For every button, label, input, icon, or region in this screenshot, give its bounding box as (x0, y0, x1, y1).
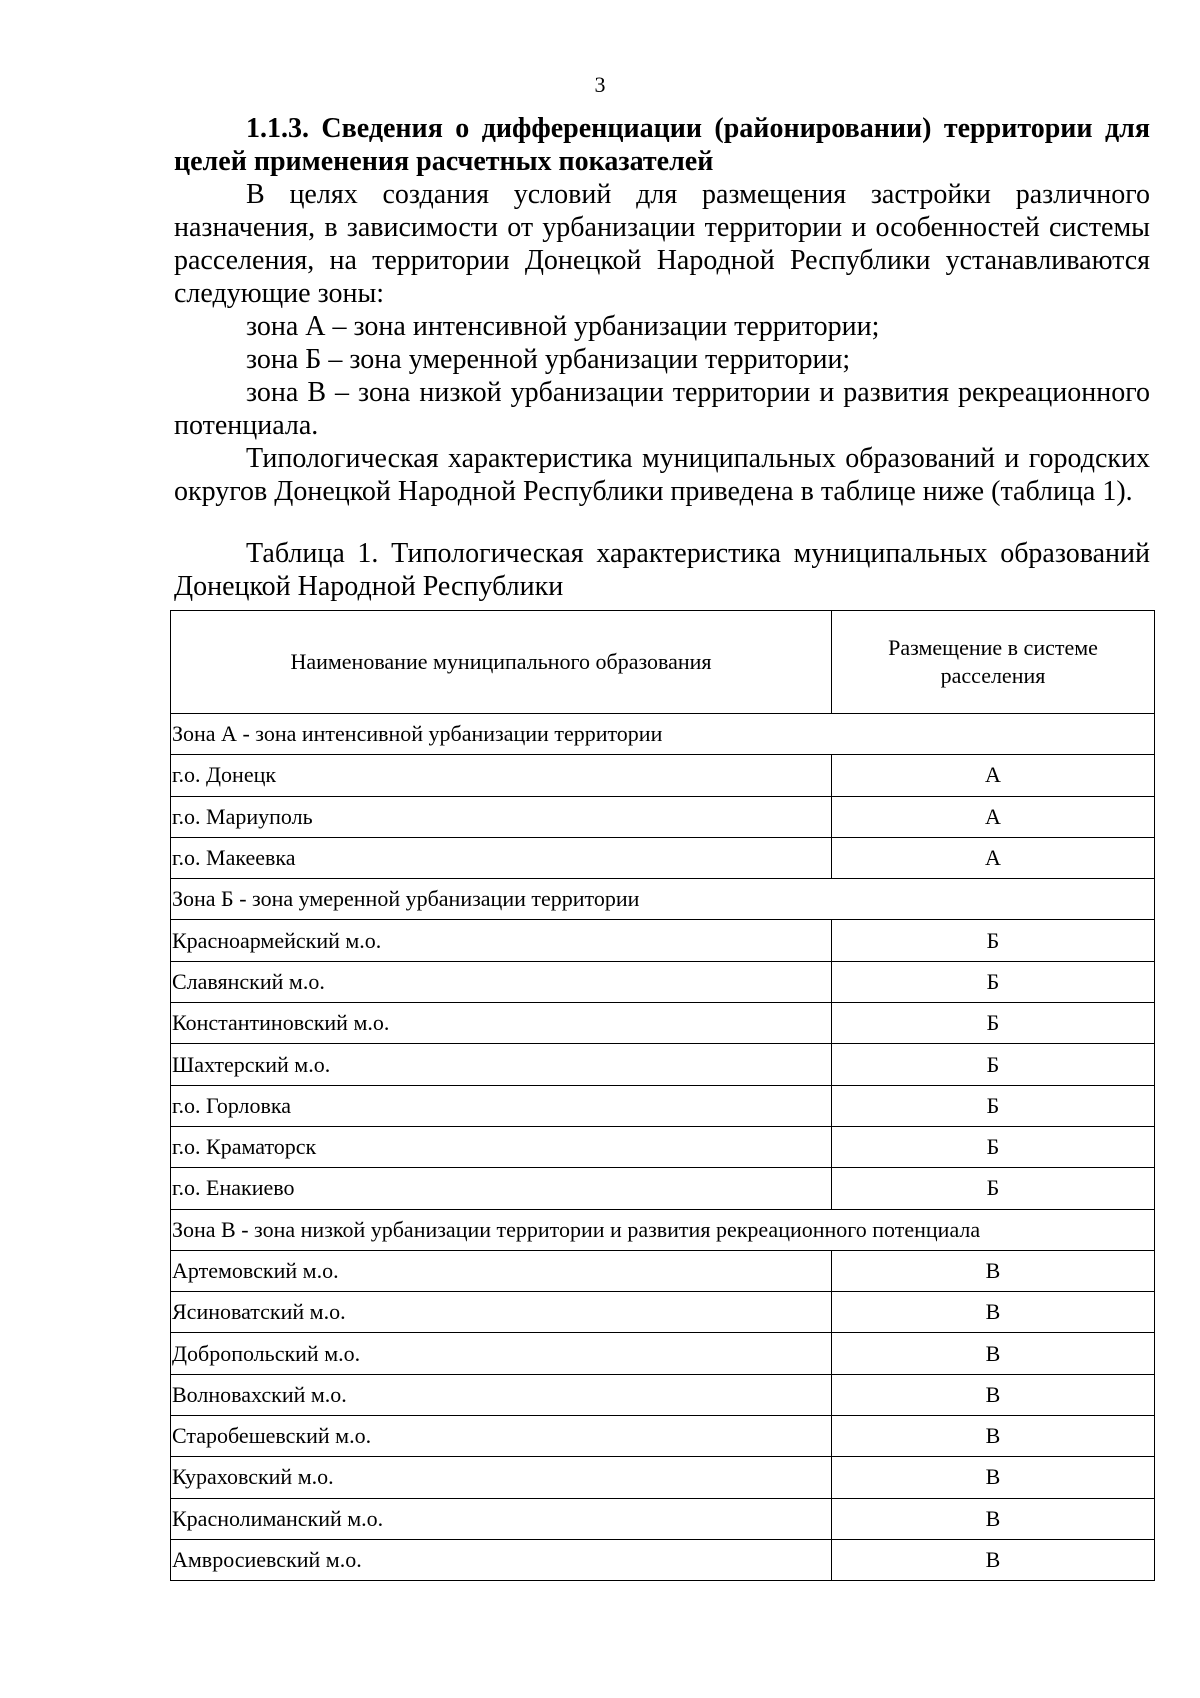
table-row (171, 837, 1155, 878)
row-name: Краснолиманский м.о. (171, 1498, 832, 1539)
header-placement: Размещение в системе расселения (832, 611, 1155, 714)
table-row (171, 1539, 1155, 1580)
row-name: г.о. Краматорск (171, 1126, 832, 1167)
row-name: Артемовский м.о. (171, 1250, 832, 1291)
row-value: Б (832, 1085, 1155, 1126)
intro-paragraph: В целях создания условий для размещения застройки различного назначения, в зависимости от урбанизации территории и особенностей системы расселения, на территории Донецкой Народной Республики устанавливаются следующие зоны: (174, 179, 1150, 309)
table-row (171, 920, 1155, 961)
table-row (171, 961, 1155, 1002)
zone-v-row (171, 1209, 1155, 1250)
zone-b-row (171, 879, 1155, 920)
row-value: В (832, 1539, 1155, 1580)
row-name: Ясиноватский м.о. (171, 1292, 832, 1333)
row-name: г.о. Донецк (171, 755, 832, 796)
row-value: В (832, 1333, 1155, 1374)
table-row (171, 1416, 1155, 1457)
zone-a-row (171, 714, 1155, 755)
row-value: А (832, 755, 1155, 796)
zone-a-paragraph: зона А – зона интенсивной урбанизации территории; (246, 311, 880, 342)
table-row (171, 1168, 1155, 1209)
header-name: Наименование муниципального образования (171, 611, 832, 714)
row-name: Константиновский м.о. (171, 1003, 832, 1044)
row-name: г.о. Енакиево (171, 1168, 832, 1209)
row-name: Старобешевский м.о. (171, 1416, 832, 1457)
zone-v-title: Зона В - зона низкой урбанизации территории и развития рекреационного потенциала (171, 1209, 1155, 1250)
row-value: Б (832, 961, 1155, 1002)
row-value: В (832, 1250, 1155, 1291)
zone-v-paragraph: зона В – зона низкой урбанизации территории и развития рекреационного потенциала. (174, 377, 1150, 441)
row-name: г.о. Макеевка (171, 837, 832, 878)
table-row (171, 1457, 1155, 1498)
row-name: Волновахский м.о. (171, 1374, 832, 1415)
row-name: Добропольский м.о. (171, 1333, 832, 1374)
row-value: Б (832, 1126, 1155, 1167)
table-caption: Таблица 1. Типологическая характеристика муниципальных образований Донецкой Народной Республики (174, 538, 1150, 602)
row-name: г.о. Мариуполь (171, 796, 832, 837)
row-value: Б (832, 1168, 1155, 1209)
row-value: А (832, 796, 1155, 837)
typology-paragraph: Типологическая характеристика муниципальных образований и городских округов Донецкой Народной Республики приведена в таблице ниже (таблица 1). (174, 443, 1150, 507)
table-row (171, 1003, 1155, 1044)
row-value: Б (832, 920, 1155, 961)
table-row (171, 1250, 1155, 1291)
table-row (171, 1044, 1155, 1085)
row-name: Красноармейский м.о. (171, 920, 832, 961)
row-value: В (832, 1292, 1155, 1333)
table-row (171, 1498, 1155, 1539)
table-row (171, 796, 1155, 837)
page-number: 3 (594, 72, 606, 97)
row-value: Б (832, 1044, 1155, 1085)
table-row (171, 1333, 1155, 1374)
table-row (171, 1374, 1155, 1415)
zone-b-title: Зона Б - зона умеренной урбанизации территории (171, 879, 1155, 920)
row-name: Кураховский м.о. (171, 1457, 832, 1498)
table-row (171, 1126, 1155, 1167)
row-value: В (832, 1374, 1155, 1415)
table-header-row (171, 611, 1155, 714)
section-heading: 1.1.3. Сведения о дифференциации (районировании) территории для целей применения расчетных показателей (174, 113, 1150, 177)
document-body (174, 112, 1150, 603)
typology-table (170, 610, 1155, 1581)
row-value: В (832, 1416, 1155, 1457)
table-row (171, 755, 1155, 796)
row-name: г.о. Горловка (171, 1085, 832, 1126)
zone-b-paragraph: зона Б – зона умеренной урбанизации территории; (246, 344, 851, 375)
zone-a-title: Зона А - зона интенсивной урбанизации территории (171, 714, 1155, 755)
row-value: В (832, 1498, 1155, 1539)
row-value: Б (832, 1003, 1155, 1044)
row-value: В (832, 1457, 1155, 1498)
row-value: А (832, 837, 1155, 878)
row-name: Амвросиевский м.о. (171, 1539, 832, 1580)
table-row (171, 1085, 1155, 1126)
table-row (171, 1292, 1155, 1333)
row-name: Шахтерский м.о. (171, 1044, 832, 1085)
row-name: Славянский м.о. (171, 961, 832, 1002)
